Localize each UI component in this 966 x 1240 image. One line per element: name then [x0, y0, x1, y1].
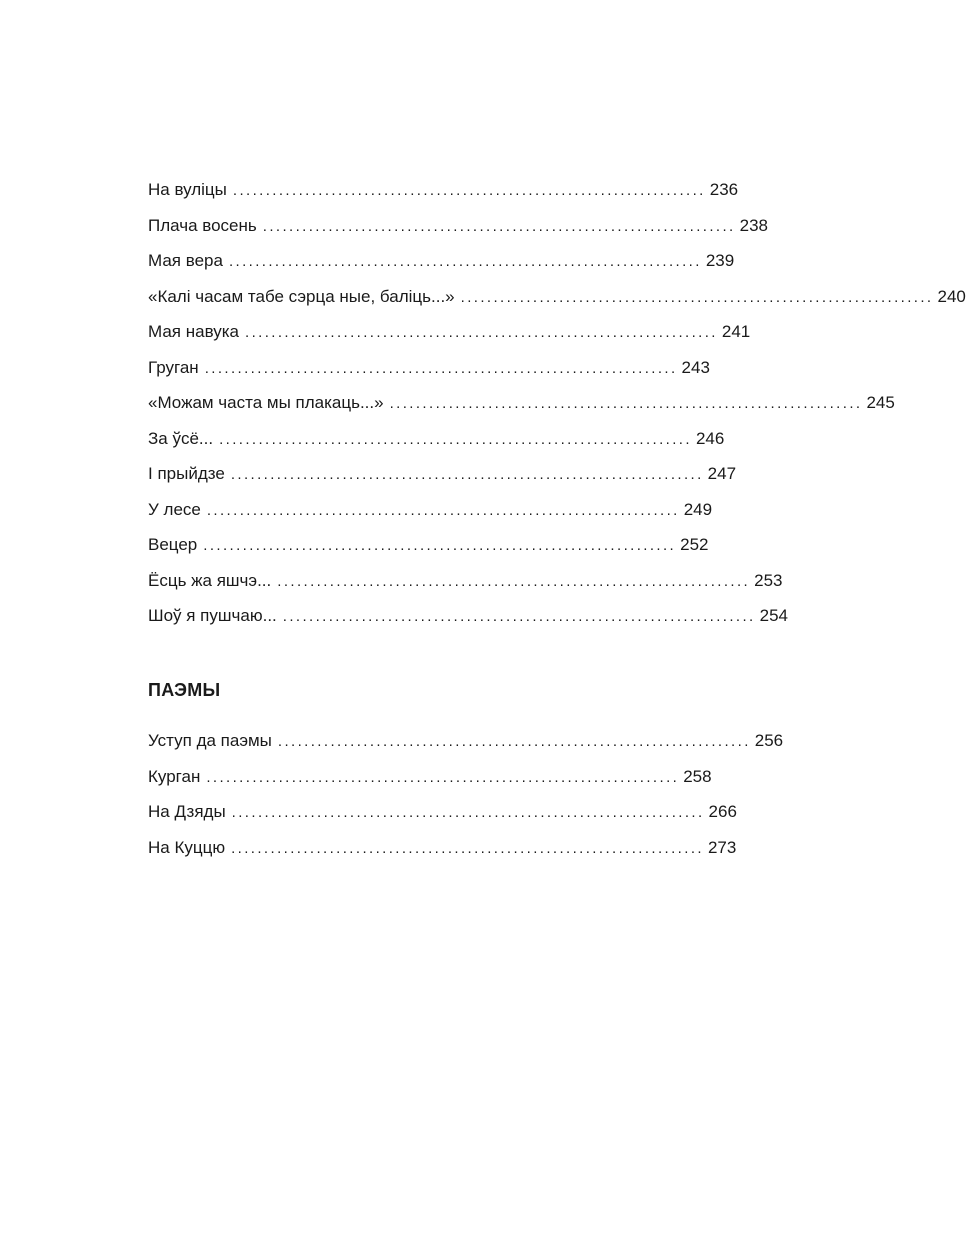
dot-leader: ........................................................................	[245, 324, 718, 341]
dot-leader: ........................................................................	[277, 733, 751, 750]
toc-entry-page: 245	[866, 393, 895, 412]
toc-entry-page: 238	[739, 215, 768, 235]
toc-entry[interactable]	[148, 354, 710, 390]
toc-entry-title: Ёсць жа яшчэ...	[148, 570, 272, 590]
toc-entry-title: Курган	[148, 766, 201, 786]
toc-entry-page: 236	[709, 180, 739, 199]
toc-entry-page: 249	[683, 499, 713, 519]
toc-entry[interactable]	[148, 389, 895, 425]
toc-entry[interactable]	[148, 247, 735, 283]
dot-leader: ........................................................................	[206, 501, 680, 519]
dot-leader: ........................................................................	[219, 430, 692, 448]
toc-entry-page: 252	[680, 535, 709, 554]
toc-entry[interactable]	[148, 727, 784, 763]
toc-entry[interactable]	[148, 496, 713, 532]
toc-entry-page: 273	[707, 837, 737, 857]
dot-leader: ........................................................................	[389, 395, 863, 412]
toc-entry-title: Шоў я пушчаю...	[148, 606, 277, 625]
toc-entry-title: Мая вера	[148, 251, 223, 270]
dot-leader: ........................................................................	[231, 804, 705, 821]
toc-entry-title: На вуліцы	[148, 180, 227, 199]
toc-entry[interactable]	[148, 425, 725, 461]
toc-entry[interactable]	[148, 567, 783, 603]
toc-entry-page: 253	[754, 570, 783, 590]
dot-leader: ........................................................................	[282, 608, 756, 625]
toc-entry-title: За ўсё...	[148, 428, 214, 448]
toc-entry-title: Груган	[148, 357, 199, 377]
toc-entry[interactable]	[148, 531, 709, 567]
toc-entry-page: 241	[721, 322, 751, 341]
toc-entry[interactable]	[148, 212, 768, 248]
toc-entry[interactable]	[148, 602, 788, 638]
toc-entry-title: На Дзяды	[148, 802, 226, 821]
toc-entry-title: Вецер	[148, 535, 198, 554]
dot-leader: ........................................................................	[206, 768, 680, 786]
toc-entry-page: 243	[681, 357, 710, 377]
toc-entry-title: І прыйдзе	[148, 464, 225, 483]
toc-entry[interactable]	[148, 318, 751, 354]
dot-leader: ........................................................................	[228, 253, 702, 270]
table-of-contents	[148, 176, 966, 638]
dot-leader: ........................................................................	[460, 288, 934, 306]
toc-entry-page: 246	[695, 428, 725, 448]
toc-entry[interactable]	[148, 283, 966, 319]
dot-leader: ........................................................................	[262, 217, 736, 235]
toc-entry[interactable]	[148, 798, 737, 834]
dot-leader: ........................................................................	[203, 537, 677, 554]
toc-entry-title: Уступ да паэмы	[148, 731, 272, 750]
toc-entry[interactable]	[148, 834, 737, 870]
toc-entry[interactable]	[148, 176, 739, 212]
toc-entry-page: 258	[683, 766, 712, 786]
toc-entry-page: 240	[937, 286, 966, 306]
toc-entry-title: Плача восень	[148, 215, 257, 235]
toc-entry-page: 266	[708, 802, 737, 821]
toc-entry-page: 256	[754, 731, 784, 750]
toc-entry-title: Мая навука	[148, 322, 240, 341]
toc-entry-title: «Калі часам табе сэрца ные, баліць...»	[148, 286, 455, 306]
toc-entry-page: 239	[705, 251, 735, 270]
table-of-contents-poems	[148, 727, 784, 869]
section-heading: ПАЭМЫ	[148, 680, 221, 700]
dot-leader: ........................................................................	[232, 182, 706, 199]
dot-leader: ........................................................................	[231, 839, 704, 857]
toc-entry-page: 247	[707, 464, 737, 483]
dot-leader: ........................................................................	[277, 572, 751, 590]
toc-entry[interactable]	[148, 460, 737, 496]
toc-entry[interactable]	[148, 763, 712, 799]
toc-entry-page: 254	[759, 606, 788, 625]
toc-entry-title: На Куццю	[148, 837, 226, 857]
toc-entry-title: У лесе	[148, 499, 201, 519]
dot-leader: ........................................................................	[230, 466, 704, 483]
toc-entry-title: «Можам часта мы плакаць...»	[148, 393, 384, 412]
dot-leader: ........................................................................	[204, 359, 678, 377]
